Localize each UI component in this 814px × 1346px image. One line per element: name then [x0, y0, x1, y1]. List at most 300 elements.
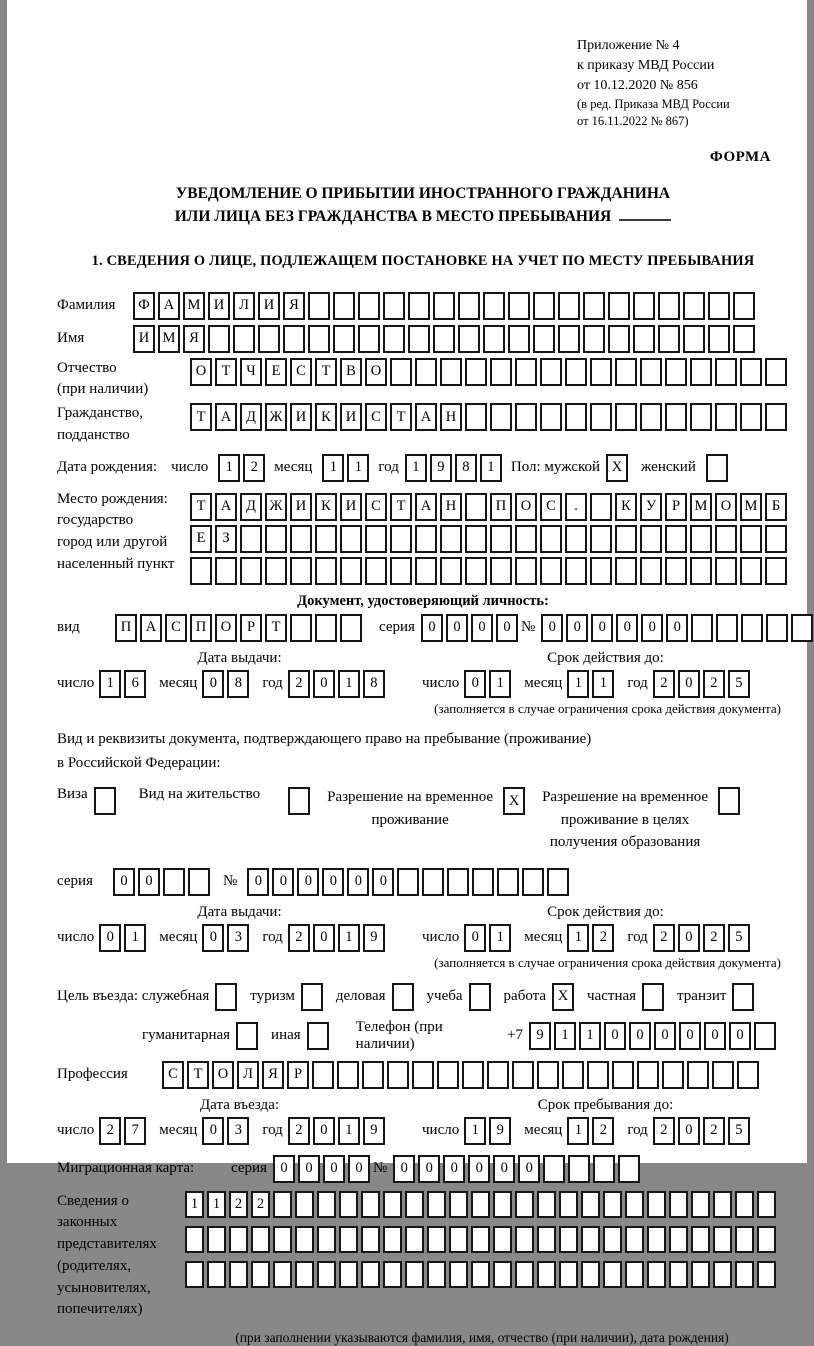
phone-boxes: [529, 1022, 779, 1050]
char-box: [362, 1061, 384, 1089]
char-box: 0: [464, 670, 486, 698]
char-box: [565, 358, 587, 386]
char-box: Т: [190, 403, 212, 431]
patronymic-boxes: [190, 358, 790, 386]
char-box: [647, 1261, 666, 1288]
char-box: Т: [187, 1061, 209, 1089]
char-box: [540, 557, 562, 585]
char-box: 0: [313, 670, 335, 698]
char-box: [658, 292, 680, 320]
char-box: [690, 557, 712, 585]
char-box: [440, 358, 462, 386]
char-box: [94, 787, 116, 815]
month-label: месяц: [159, 1122, 198, 1139]
turizm-label: туризм: [250, 988, 295, 1005]
char-box: 0: [729, 1022, 751, 1050]
char-box: Е: [265, 358, 287, 386]
char-box: [315, 557, 337, 585]
char-box: 8: [363, 670, 385, 698]
char-box: [251, 1261, 270, 1288]
char-box: [515, 358, 537, 386]
char-box: [405, 1261, 424, 1288]
char-box: Н: [440, 493, 462, 521]
char-box: 1: [185, 1191, 204, 1218]
char-box: [540, 358, 562, 386]
char-box: 0: [313, 924, 335, 952]
char-box: 2: [229, 1191, 248, 1218]
char-box: 0: [629, 1022, 651, 1050]
char-box: [207, 1226, 226, 1253]
char-box: [190, 557, 212, 585]
char-box: 5: [728, 924, 750, 952]
char-box: 0: [616, 614, 638, 642]
char-box: О: [215, 614, 237, 642]
char-box: X: [606, 454, 628, 482]
char-box: [383, 292, 405, 320]
char-box: [765, 358, 787, 386]
char-box: [558, 325, 580, 353]
migcard-number-boxes: [393, 1155, 643, 1183]
char-box: 0: [679, 1022, 701, 1050]
char-box: 2: [703, 924, 725, 952]
representatives-row2: [185, 1226, 779, 1253]
char-box: 1: [579, 1022, 601, 1050]
header-line: (в ред. Приказа МВД России: [577, 96, 730, 111]
char-box: 0: [654, 1022, 676, 1050]
month-label: месяц: [159, 675, 198, 692]
profession-boxes: [162, 1061, 762, 1089]
iddoc-series-label: серия: [379, 619, 415, 636]
permit-issue-year: [288, 924, 388, 952]
char-box: 1: [464, 1117, 486, 1145]
char-box: 0: [541, 614, 563, 642]
year-label: год: [378, 459, 399, 476]
char-box: Ч: [240, 358, 262, 386]
char-box: [208, 325, 230, 353]
char-box: [581, 1191, 600, 1218]
char-box: [640, 525, 662, 553]
char-box: [469, 983, 491, 1011]
char-box: [741, 614, 763, 642]
char-box: [449, 1261, 468, 1288]
birthplace-boxes: [190, 489, 790, 585]
representatives-note: (при заполнении указываются фамилия, имя, отчество (при наличии), дата рождения): [235, 1329, 729, 1345]
char-box: [465, 403, 487, 431]
char-box: 2: [703, 670, 725, 698]
char-box: [365, 557, 387, 585]
char-box: С: [365, 403, 387, 431]
char-box: [339, 1191, 358, 1218]
char-box: К: [315, 403, 337, 431]
permit-dates: [57, 904, 789, 952]
char-box: [618, 1155, 640, 1183]
permit-issue-label: Дата выдачи:: [197, 903, 282, 920]
char-box: 0: [666, 614, 688, 642]
char-box: 5: [728, 670, 750, 698]
char-box: С: [165, 614, 187, 642]
char-box: 2: [703, 1117, 725, 1145]
temp-permit-option: Разрешение на временное проживание X: [327, 786, 528, 831]
char-box: [540, 403, 562, 431]
day-label: число: [171, 459, 209, 476]
char-box: [565, 525, 587, 553]
char-box: [295, 1226, 314, 1253]
char-box: 0: [202, 670, 224, 698]
char-box: [233, 325, 255, 353]
char-box: П: [190, 614, 212, 642]
char-box: [207, 1261, 226, 1288]
char-box: [405, 1191, 424, 1218]
phone-prefix: +7: [507, 1027, 523, 1044]
char-box: [437, 1061, 459, 1089]
char-box: [754, 1022, 776, 1050]
residence-option: Вид на жительство: [139, 786, 313, 815]
char-box: 1: [338, 1117, 360, 1145]
char-box: 0: [113, 868, 135, 896]
char-box: [757, 1191, 776, 1218]
day-label: число: [422, 1122, 460, 1139]
char-box: [740, 358, 762, 386]
char-box: 0: [496, 614, 518, 642]
char-box: Я: [262, 1061, 284, 1089]
char-box: [490, 525, 512, 553]
iddoc-type-boxes: [115, 614, 365, 642]
char-box: [390, 525, 412, 553]
char-box: 1: [489, 924, 511, 952]
char-box: [615, 358, 637, 386]
sex-female-label: женский: [641, 459, 696, 476]
char-box: [581, 1261, 600, 1288]
char-box: 9: [430, 454, 452, 482]
permit-valid-day: [464, 924, 514, 952]
char-box: Т: [390, 493, 412, 521]
char-box: Т: [315, 358, 337, 386]
char-box: [440, 525, 462, 553]
char-box: И: [290, 493, 312, 521]
char-box: [715, 358, 737, 386]
char-box: 2: [653, 670, 675, 698]
char-box: О: [515, 493, 537, 521]
form-title-line2: ИЛИ ЛИЦА БЕЗ ГРАЖДАНСТВА В МЕСТО ПРЕБЫВАНИЯ: [57, 205, 789, 228]
char-box: [312, 1061, 334, 1089]
char-box: [732, 983, 754, 1011]
char-box: [669, 1191, 688, 1218]
char-box: С: [290, 358, 312, 386]
char-box: 2: [99, 1117, 121, 1145]
char-box: [565, 557, 587, 585]
char-box: [683, 292, 705, 320]
header-line: от 10.12.2020 № 856: [577, 77, 698, 93]
char-box: 2: [592, 924, 614, 952]
char-box: [691, 1226, 710, 1253]
char-box: 1: [567, 670, 589, 698]
tranzit-label: транзит: [677, 988, 727, 1005]
char-box: 1: [124, 924, 146, 952]
char-box: [640, 557, 662, 585]
char-box: [633, 292, 655, 320]
char-box: [691, 1261, 710, 1288]
surname-label: Фамилия: [57, 297, 116, 314]
stay-label: Срок пребывания до:: [537, 1096, 674, 1113]
iddoc-num-label: №: [520, 619, 536, 636]
iddoc-dates: [57, 650, 789, 698]
iddoc-heading: Документ, удостоверяющий личность:: [297, 592, 549, 609]
char-box: С: [162, 1061, 184, 1089]
citizenship-boxes: [190, 403, 790, 431]
char-box: 2: [288, 924, 310, 952]
char-box: [706, 454, 728, 482]
char-box: 8: [227, 670, 249, 698]
char-box: [603, 1226, 622, 1253]
char-box: [490, 358, 512, 386]
char-box: А: [158, 292, 180, 320]
sluzhebnaya-checkbox: [215, 983, 240, 1011]
day-label: число: [57, 675, 95, 692]
char-box: 0: [443, 1155, 465, 1183]
migcard-num-label: №: [372, 1160, 388, 1177]
char-box: 0: [468, 1155, 490, 1183]
char-box: [593, 1155, 615, 1183]
chastnaya-checkbox: [642, 983, 667, 1011]
month-label: месяц: [524, 929, 563, 946]
iddoc-issue-label: Дата выдачи:: [197, 649, 282, 666]
char-box: Л: [233, 292, 255, 320]
char-box: [590, 557, 612, 585]
char-box: 9: [363, 1117, 385, 1145]
month-label: месяц: [274, 459, 313, 476]
iddoc-issue-day: [99, 670, 149, 698]
char-box: [471, 1191, 490, 1218]
char-box: [713, 1261, 732, 1288]
iddoc-valid-label: Срок действия до:: [547, 649, 664, 666]
char-box: [665, 358, 687, 386]
day-label: число: [57, 1122, 95, 1139]
stay-year: [653, 1117, 753, 1145]
char-box: [295, 1261, 314, 1288]
char-box: X: [503, 787, 525, 815]
char-box: 2: [653, 924, 675, 952]
iddoc-series-boxes: [421, 614, 521, 642]
birth-day-boxes: [218, 454, 268, 482]
char-box: [715, 403, 737, 431]
char-box: [715, 525, 737, 553]
temp-permit-edu-checkbox: [718, 787, 743, 815]
char-box: [433, 325, 455, 353]
char-box: [483, 325, 505, 353]
char-box: [515, 403, 537, 431]
char-box: О: [365, 358, 387, 386]
char-box: И: [133, 325, 155, 353]
year-label: год: [262, 675, 283, 692]
char-box: Д: [240, 403, 262, 431]
char-box: [295, 1191, 314, 1218]
char-box: [188, 868, 210, 896]
tranzit-checkbox: [732, 983, 757, 1011]
char-box: [691, 614, 713, 642]
permit-number-boxes: [247, 868, 572, 896]
char-box: [587, 1061, 609, 1089]
char-box: Р: [665, 493, 687, 521]
permit-num-label: №: [223, 873, 238, 890]
char-box: [497, 868, 519, 896]
char-box: У: [640, 493, 662, 521]
char-box: [735, 1226, 754, 1253]
char-box: [383, 325, 405, 353]
char-box: [765, 557, 787, 585]
char-box: [615, 403, 637, 431]
char-box: [712, 1061, 734, 1089]
surname-boxes: [133, 292, 758, 320]
char-box: [683, 325, 705, 353]
char-box: [465, 493, 487, 521]
stay-month: [567, 1117, 617, 1145]
char-box: Н: [440, 403, 462, 431]
char-box: 0: [604, 1022, 626, 1050]
iddoc-valid-day: [464, 670, 514, 698]
char-box: 1: [480, 454, 502, 482]
char-box: [163, 868, 185, 896]
char-box: [642, 983, 664, 1011]
month-label: месяц: [524, 1122, 563, 1139]
char-box: [522, 868, 544, 896]
char-box: [713, 1191, 732, 1218]
char-box: [415, 557, 437, 585]
char-box: З: [215, 525, 237, 553]
char-box: 0: [347, 868, 369, 896]
char-box: [562, 1061, 584, 1089]
char-box: 0: [393, 1155, 415, 1183]
char-box: М: [158, 325, 180, 353]
char-box: [462, 1061, 484, 1089]
char-box: И: [290, 403, 312, 431]
char-box: [718, 787, 740, 815]
char-box: К: [315, 493, 337, 521]
char-box: [735, 1261, 754, 1288]
char-box: [559, 1261, 578, 1288]
char-box: 1: [592, 670, 614, 698]
iddoc-issue-year: [288, 670, 388, 698]
char-box: 3: [227, 924, 249, 952]
char-box: [265, 525, 287, 553]
char-box: 0: [471, 614, 493, 642]
visa-checkbox: [94, 787, 119, 815]
iddoc-valid-year: [653, 670, 753, 698]
permit-series-label: серия: [57, 873, 93, 890]
char-box: [273, 1191, 292, 1218]
year-label: год: [262, 1122, 283, 1139]
char-box: [765, 525, 787, 553]
char-box: [392, 983, 414, 1011]
permit-issue-month: [202, 924, 252, 952]
char-box: [537, 1226, 556, 1253]
char-box: [240, 525, 262, 553]
sex-female-checkbox: [706, 454, 731, 482]
char-box: [537, 1061, 559, 1089]
char-box: 0: [247, 868, 269, 896]
purpose-row-2: [57, 1019, 789, 1053]
char-box: [358, 292, 380, 320]
char-box: [397, 868, 419, 896]
birth-month-boxes: [322, 454, 372, 482]
char-box: [515, 1191, 534, 1218]
char-box: [608, 292, 630, 320]
char-box: 1: [338, 924, 360, 952]
char-box: И: [208, 292, 230, 320]
char-box: А: [215, 493, 237, 521]
char-box: [317, 1226, 336, 1253]
char-box: Р: [240, 614, 262, 642]
char-box: [665, 525, 687, 553]
char-box: [590, 493, 612, 521]
char-box: 0: [418, 1155, 440, 1183]
day-label: число: [422, 929, 460, 946]
char-box: [733, 292, 755, 320]
representatives-label: Сведения о законных представителях (родителях, усыновителях, попечителях): [57, 1192, 157, 1318]
char-box: [740, 557, 762, 585]
char-box: 0: [202, 924, 224, 952]
char-box: 0: [566, 614, 588, 642]
char-box: [315, 614, 337, 642]
char-box: [540, 525, 562, 553]
char-box: 1: [322, 454, 344, 482]
year-label: год: [627, 675, 648, 692]
char-box: [590, 525, 612, 553]
visa-option: Виза: [57, 786, 119, 815]
char-box: [365, 525, 387, 553]
char-box: Я: [183, 325, 205, 353]
char-box: 0: [421, 614, 443, 642]
char-box: [405, 1226, 424, 1253]
char-box: [512, 1061, 534, 1089]
entry-dates: [57, 1097, 789, 1145]
char-box: 0: [99, 924, 121, 952]
char-box: [508, 292, 530, 320]
char-box: [471, 1261, 490, 1288]
char-box: [515, 525, 537, 553]
char-box: 2: [653, 1117, 675, 1145]
char-box: А: [415, 493, 437, 521]
char-box: 1: [567, 1117, 589, 1145]
char-box: [590, 358, 612, 386]
char-box: [757, 1226, 776, 1253]
char-box: [340, 614, 362, 642]
char-box: 7: [124, 1117, 146, 1145]
char-box: 0: [678, 1117, 700, 1145]
char-box: П: [115, 614, 137, 642]
char-box: 6: [124, 670, 146, 698]
char-box: И: [258, 292, 280, 320]
char-box: [493, 1261, 512, 1288]
iddoc-valid-note: (заполняется в случае ограничения срока действия документа): [434, 700, 781, 716]
char-box: [408, 292, 430, 320]
char-box: 1: [567, 924, 589, 952]
char-box: [708, 292, 730, 320]
birthplace-label: Место рождения: государство город или другой населенный пункт: [57, 490, 175, 572]
char-box: [288, 787, 310, 815]
char-box: [547, 868, 569, 896]
char-box: [333, 325, 355, 353]
char-box: 1: [338, 670, 360, 698]
char-box: 0: [464, 924, 486, 952]
char-box: [665, 557, 687, 585]
temp-permit-checkbox: [503, 787, 528, 815]
birthplace-row1: [190, 493, 790, 521]
char-box: [687, 1061, 709, 1089]
char-box: М: [740, 493, 762, 521]
char-box: [757, 1261, 776, 1288]
char-box: [493, 1226, 512, 1253]
char-box: [608, 325, 630, 353]
